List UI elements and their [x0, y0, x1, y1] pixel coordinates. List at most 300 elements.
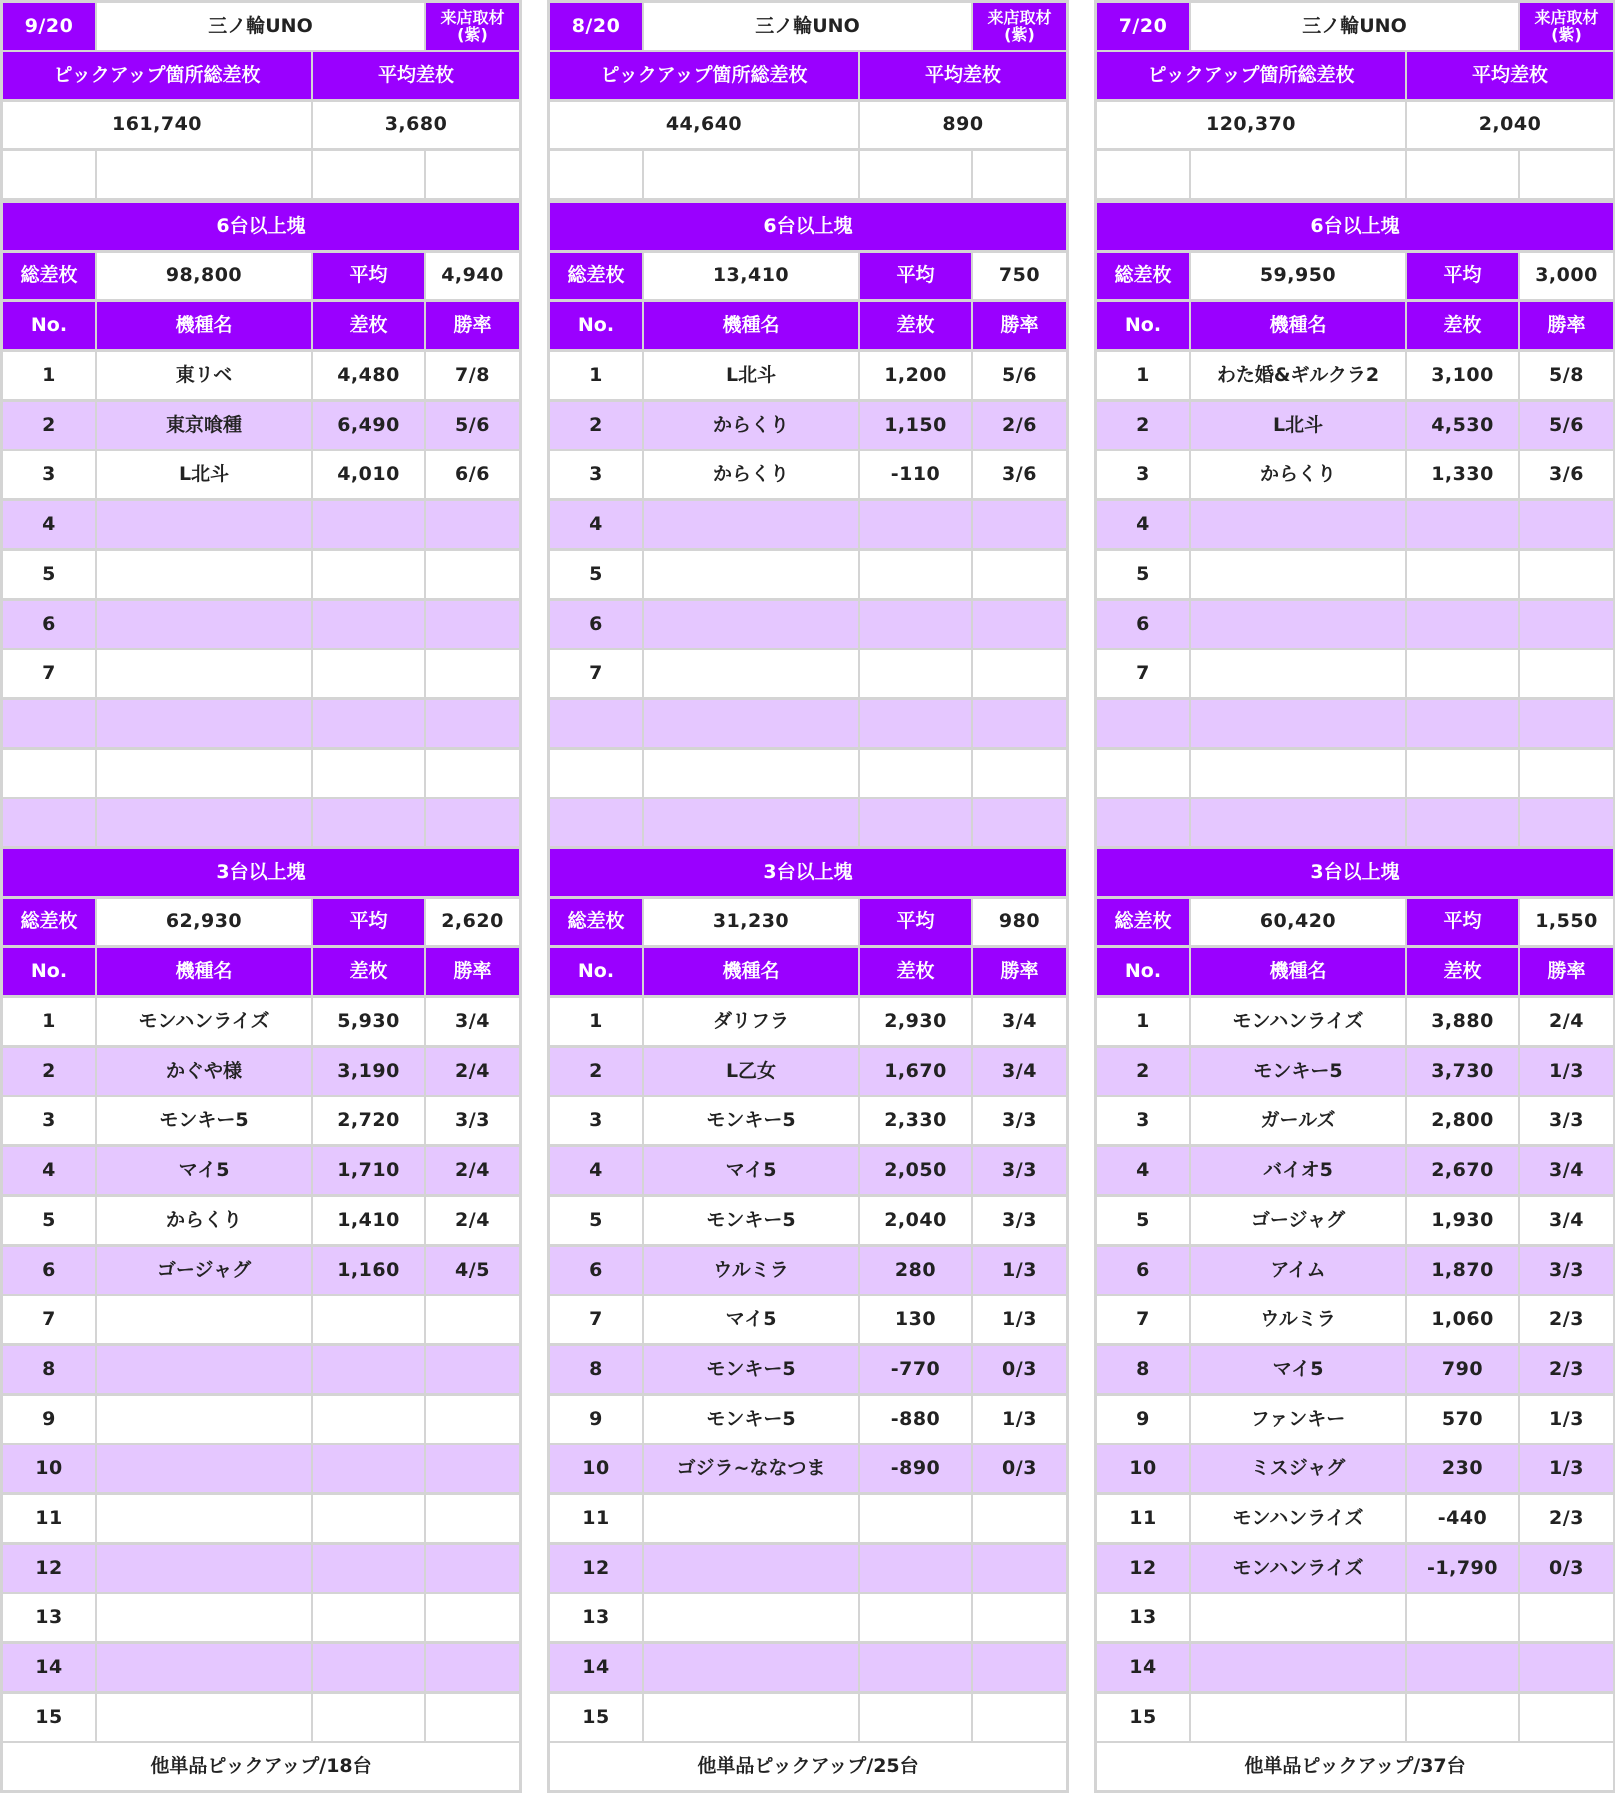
three-win-rate: 3/3 [1520, 1097, 1613, 1144]
six-machine-name: 東リベ [97, 352, 311, 399]
summary-label-average: 平均差枚 [860, 52, 1066, 99]
three-machine-name: ゴジラ~ななつま [644, 1445, 858, 1492]
six-avg-label: 平均 [313, 253, 424, 299]
six-diff-coins [313, 750, 424, 797]
panel-date: 9/20 [3, 3, 95, 50]
three-diff-coins [313, 1644, 424, 1691]
six-header-0: No. [550, 302, 642, 349]
blank-cell [3, 151, 95, 198]
three-header-0: No. [3, 948, 95, 995]
six-total-value: 13,410 [644, 253, 858, 299]
three-diff-coins [313, 1445, 424, 1492]
six-diff-coins [860, 799, 971, 846]
three-machine-name: ファンキー [1191, 1396, 1405, 1443]
six-header-0: No. [3, 302, 95, 349]
three-row-no: 1 [1097, 998, 1189, 1045]
store-name: 三ノ輪UNO [97, 3, 424, 50]
six-avg-value: 750 [973, 253, 1066, 299]
three-win-rate: 3/4 [426, 998, 519, 1045]
three-row-no: 3 [550, 1097, 642, 1144]
three-header-3: 勝率 [426, 948, 519, 995]
six-machine-name [1191, 501, 1405, 548]
three-machine-name: バイオ5 [1191, 1147, 1405, 1194]
six-win-rate [1520, 700, 1613, 747]
six-block-title: 6台以上塊 [3, 203, 519, 250]
six-header-1: 機種名 [1191, 302, 1405, 349]
three-diff-coins: 2,930 [860, 998, 971, 1045]
three-diff-coins [860, 1644, 971, 1691]
six-row-no: 2 [550, 402, 642, 449]
six-win-rate [426, 551, 519, 598]
three-machine-name [644, 1644, 858, 1691]
six-row-no: 4 [550, 501, 642, 548]
six-win-rate [973, 750, 1066, 797]
six-win-rate [426, 650, 519, 697]
three-diff-coins: 3,880 [1407, 998, 1518, 1045]
six-win-rate [973, 799, 1066, 846]
three-total-value: 31,230 [644, 899, 858, 945]
six-row-no: 6 [550, 601, 642, 648]
six-row-no: 3 [550, 451, 642, 498]
three-row-no: 1 [3, 998, 95, 1045]
summary-total-value: 120,370 [1097, 102, 1405, 148]
three-machine-name: かぐや様 [97, 1048, 311, 1095]
six-win-rate [973, 551, 1066, 598]
three-machine-name: モンハンライズ [1191, 1545, 1405, 1592]
three-diff-coins: 2,800 [1407, 1097, 1518, 1144]
three-machine-name [97, 1445, 311, 1492]
six-row-no: 4 [3, 501, 95, 548]
six-win-rate: 3/6 [1520, 451, 1613, 498]
six-diff-coins: 1,330 [1407, 451, 1518, 498]
six-machine-name [1191, 799, 1405, 846]
three-row-no: 13 [3, 1594, 95, 1641]
three-win-rate [426, 1644, 519, 1691]
three-machine-name: マイ5 [1191, 1346, 1405, 1393]
six-diff-coins: 4,530 [1407, 402, 1518, 449]
three-machine-name: ゴージャグ [1191, 1197, 1405, 1244]
three-total-label: 総差枚 [550, 899, 642, 945]
store-name: 三ノ輪UNO [644, 3, 971, 50]
three-row-no: 5 [1097, 1197, 1189, 1244]
six-header-1: 機種名 [97, 302, 311, 349]
six-machine-name [1191, 650, 1405, 697]
summary-average-value: 890 [860, 102, 1066, 148]
six-diff-coins [1407, 551, 1518, 598]
six-row-no [1097, 799, 1189, 846]
six-diff-coins: 4,480 [313, 352, 424, 399]
six-header-3: 勝率 [426, 302, 519, 349]
three-total-label: 総差枚 [1097, 899, 1189, 945]
six-win-rate: 5/6 [426, 402, 519, 449]
three-win-rate [973, 1644, 1066, 1691]
three-win-rate [973, 1594, 1066, 1641]
six-win-rate [1520, 501, 1613, 548]
six-machine-name: L北斗 [1191, 402, 1405, 449]
three-avg-label: 平均 [313, 899, 424, 945]
blank-cell [1520, 151, 1613, 198]
three-row-no: 11 [3, 1495, 95, 1542]
six-machine-name [97, 501, 311, 548]
three-avg-value: 980 [973, 899, 1066, 945]
three-win-rate [426, 1346, 519, 1393]
six-row-no: 7 [3, 650, 95, 697]
six-row-no: 5 [1097, 551, 1189, 598]
three-row-no: 9 [3, 1396, 95, 1443]
three-header-0: No. [1097, 948, 1189, 995]
three-win-rate: 3/4 [1520, 1147, 1613, 1194]
three-row-no: 6 [1097, 1247, 1189, 1294]
six-row-no: 1 [3, 352, 95, 399]
three-diff-coins [313, 1694, 424, 1741]
store-name: 三ノ輪UNO [1191, 3, 1518, 50]
three-diff-coins: 230 [1407, 1445, 1518, 1492]
six-diff-coins [313, 650, 424, 697]
three-machine-name: ウルミラ [1191, 1296, 1405, 1343]
three-diff-coins: 1,160 [313, 1247, 424, 1294]
three-win-rate: 1/3 [973, 1296, 1066, 1343]
three-row-no: 2 [1097, 1048, 1189, 1095]
three-machine-name: モンキー5 [1191, 1048, 1405, 1095]
six-header-2: 差枚 [313, 302, 424, 349]
panel-9-20 [0, 0, 522, 1793]
three-win-rate: 3/4 [973, 998, 1066, 1045]
three-machine-name [97, 1396, 311, 1443]
six-win-rate [1520, 750, 1613, 797]
three-row-no: 3 [3, 1097, 95, 1144]
three-machine-name: モンキー5 [644, 1346, 858, 1393]
six-row-no: 3 [1097, 451, 1189, 498]
summary-label-total: ピックアップ箇所総差枚 [1097, 52, 1405, 99]
three-block-title: 3台以上塊 [1097, 849, 1613, 896]
six-machine-name [644, 650, 858, 697]
six-machine-name [1191, 551, 1405, 598]
six-machine-name [644, 700, 858, 747]
six-diff-coins [1407, 799, 1518, 846]
six-avg-value: 4,940 [426, 253, 519, 299]
three-row-no: 2 [3, 1048, 95, 1095]
six-row-no: 5 [3, 551, 95, 598]
three-win-rate: 3/3 [973, 1197, 1066, 1244]
six-win-rate [426, 700, 519, 747]
six-diff-coins [1407, 750, 1518, 797]
three-row-no: 4 [1097, 1147, 1189, 1194]
three-diff-coins: -1,790 [1407, 1545, 1518, 1592]
six-header-3: 勝率 [973, 302, 1066, 349]
summary-label-average: 平均差枚 [313, 52, 519, 99]
three-row-no: 4 [3, 1147, 95, 1194]
three-row-no: 6 [550, 1247, 642, 1294]
six-diff-coins: 6,490 [313, 402, 424, 449]
three-avg-label: 平均 [1407, 899, 1518, 945]
three-header-1: 機種名 [97, 948, 311, 995]
three-diff-coins [313, 1346, 424, 1393]
six-diff-coins: 1,150 [860, 402, 971, 449]
footer-single-pickup: 他単品ピックアップ/25台 [550, 1743, 1066, 1790]
three-win-rate: 3/4 [973, 1048, 1066, 1095]
six-win-rate: 5/8 [1520, 352, 1613, 399]
three-row-no: 9 [550, 1396, 642, 1443]
six-row-no [550, 750, 642, 797]
three-diff-coins [860, 1694, 971, 1741]
six-win-rate [426, 750, 519, 797]
three-win-rate [973, 1545, 1066, 1592]
three-machine-name: モンキー5 [644, 1396, 858, 1443]
three-diff-coins: -890 [860, 1445, 971, 1492]
three-diff-coins [313, 1495, 424, 1542]
six-header-2: 差枚 [1407, 302, 1518, 349]
coverage-badge: 来店取材(紫) [1520, 3, 1613, 50]
six-header-0: No. [1097, 302, 1189, 349]
six-total-value: 59,950 [1191, 253, 1405, 299]
six-win-rate [426, 501, 519, 548]
three-diff-coins: 2,040 [860, 1197, 971, 1244]
three-row-no: 5 [3, 1197, 95, 1244]
three-win-rate: 1/3 [1520, 1396, 1613, 1443]
panel-gap [1069, 0, 1095, 1793]
six-win-rate [426, 601, 519, 648]
six-machine-name [97, 650, 311, 697]
blank-cell [1191, 151, 1405, 198]
six-total-label: 総差枚 [1097, 253, 1189, 299]
blank-cell [1407, 151, 1518, 198]
three-diff-coins: 1,410 [313, 1197, 424, 1244]
three-win-rate: 1/3 [973, 1396, 1066, 1443]
six-machine-name: L北斗 [97, 451, 311, 498]
three-diff-coins [1407, 1694, 1518, 1741]
three-row-no: 3 [1097, 1097, 1189, 1144]
six-diff-coins [860, 551, 971, 598]
three-win-rate [973, 1495, 1066, 1542]
three-win-rate: 3/3 [973, 1147, 1066, 1194]
six-total-value: 98,800 [97, 253, 311, 299]
summary-label-total: ピックアップ箇所総差枚 [550, 52, 858, 99]
three-win-rate: 2/3 [1520, 1495, 1613, 1542]
three-avg-value: 1,550 [1520, 899, 1613, 945]
panel-7-20 [1094, 0, 1615, 1793]
three-header-3: 勝率 [1520, 948, 1613, 995]
three-win-rate: 2/4 [426, 1048, 519, 1095]
three-machine-name [1191, 1594, 1405, 1641]
six-machine-name [97, 799, 311, 846]
six-header-1: 機種名 [644, 302, 858, 349]
six-win-rate [1520, 799, 1613, 846]
three-row-no: 12 [3, 1545, 95, 1592]
three-win-rate: 2/3 [1520, 1296, 1613, 1343]
six-diff-coins [313, 501, 424, 548]
three-diff-coins: 5,930 [313, 998, 424, 1045]
three-row-no: 8 [1097, 1346, 1189, 1393]
three-win-rate [426, 1396, 519, 1443]
three-diff-coins [860, 1495, 971, 1542]
three-machine-name [1191, 1694, 1405, 1741]
six-machine-name: からくり [644, 402, 858, 449]
six-block-title: 6台以上塊 [550, 203, 1066, 250]
three-row-no: 15 [550, 1694, 642, 1741]
three-row-no: 14 [550, 1644, 642, 1691]
three-win-rate [426, 1545, 519, 1592]
three-row-no: 7 [550, 1296, 642, 1343]
three-diff-coins: 130 [860, 1296, 971, 1343]
three-header-3: 勝率 [973, 948, 1066, 995]
three-win-rate: 2/4 [426, 1197, 519, 1244]
three-machine-name [644, 1495, 858, 1542]
six-win-rate: 3/6 [973, 451, 1066, 498]
six-row-no [3, 799, 95, 846]
three-row-no: 7 [1097, 1296, 1189, 1343]
three-header-2: 差枚 [1407, 948, 1518, 995]
three-diff-coins: 1,930 [1407, 1197, 1518, 1244]
coverage-badge: 来店取材(紫) [973, 3, 1066, 50]
six-machine-name [1191, 750, 1405, 797]
three-machine-name: からくり [97, 1197, 311, 1244]
three-block-title: 3台以上塊 [550, 849, 1066, 896]
blank-cell [550, 151, 642, 198]
three-diff-coins: 790 [1407, 1346, 1518, 1393]
three-row-no: 5 [550, 1197, 642, 1244]
three-diff-coins: 3,730 [1407, 1048, 1518, 1095]
three-win-rate [973, 1694, 1066, 1741]
six-avg-value: 3,000 [1520, 253, 1613, 299]
three-row-no: 13 [550, 1594, 642, 1641]
three-row-no: 9 [1097, 1396, 1189, 1443]
three-win-rate [426, 1296, 519, 1343]
six-diff-coins [313, 601, 424, 648]
summary-total-value: 161,740 [3, 102, 311, 148]
three-header-0: No. [550, 948, 642, 995]
six-row-no: 6 [1097, 601, 1189, 648]
three-win-rate [1520, 1694, 1613, 1741]
six-machine-name: 東京喰種 [97, 402, 311, 449]
three-diff-coins: 3,190 [313, 1048, 424, 1095]
six-machine-name [644, 750, 858, 797]
three-machine-name: ダリフラ [644, 998, 858, 1045]
six-row-no [550, 700, 642, 747]
three-machine-name [644, 1694, 858, 1741]
three-diff-coins: 2,670 [1407, 1147, 1518, 1194]
three-machine-name: モンハンライズ [1191, 1495, 1405, 1542]
three-diff-coins: 570 [1407, 1396, 1518, 1443]
three-win-rate: 1/3 [973, 1247, 1066, 1294]
blank-cell [97, 151, 311, 198]
three-row-no: 4 [550, 1147, 642, 1194]
six-row-no: 6 [3, 601, 95, 648]
three-win-rate: 1/3 [1520, 1445, 1613, 1492]
three-diff-coins [860, 1594, 971, 1641]
three-diff-coins [313, 1396, 424, 1443]
six-block-title: 6台以上塊 [1097, 203, 1613, 250]
three-win-rate: 2/3 [1520, 1346, 1613, 1393]
six-diff-coins [1407, 700, 1518, 747]
three-machine-name: マイ5 [97, 1147, 311, 1194]
three-total-label: 総差枚 [3, 899, 95, 945]
three-header-1: 機種名 [1191, 948, 1405, 995]
three-diff-coins: 1,710 [313, 1147, 424, 1194]
six-row-no: 7 [1097, 650, 1189, 697]
three-win-rate [426, 1495, 519, 1542]
three-diff-coins [1407, 1594, 1518, 1641]
three-row-no: 10 [550, 1445, 642, 1492]
three-row-no: 1 [550, 998, 642, 1045]
three-avg-value: 2,620 [426, 899, 519, 945]
six-diff-coins [1407, 601, 1518, 648]
three-diff-coins: 1,060 [1407, 1296, 1518, 1343]
three-diff-coins: -440 [1407, 1495, 1518, 1542]
six-win-rate [426, 799, 519, 846]
three-diff-coins [313, 1545, 424, 1592]
summary-label-average: 平均差枚 [1407, 52, 1613, 99]
three-diff-coins [313, 1594, 424, 1641]
six-avg-label: 平均 [1407, 253, 1518, 299]
six-machine-name [644, 501, 858, 548]
three-machine-name [644, 1594, 858, 1641]
six-diff-coins [860, 750, 971, 797]
six-machine-name [97, 601, 311, 648]
coverage-badge: 来店取材(紫) [426, 3, 519, 50]
summary-average-value: 2,040 [1407, 102, 1613, 148]
three-machine-name [97, 1594, 311, 1641]
three-machine-name: アイム [1191, 1247, 1405, 1294]
panel-date: 7/20 [1097, 3, 1189, 50]
three-win-rate: 3/4 [1520, 1197, 1613, 1244]
six-win-rate [1520, 650, 1613, 697]
three-diff-coins: 2,330 [860, 1097, 971, 1144]
six-avg-label: 平均 [860, 253, 971, 299]
six-diff-coins [860, 650, 971, 697]
three-machine-name: ミスジャグ [1191, 1445, 1405, 1492]
three-total-value: 60,420 [1191, 899, 1405, 945]
six-row-no [1097, 700, 1189, 747]
three-win-rate: 3/3 [1520, 1247, 1613, 1294]
three-row-no: 10 [3, 1445, 95, 1492]
three-machine-name: ゴージャグ [97, 1247, 311, 1294]
six-machine-name [97, 750, 311, 797]
six-win-rate [973, 700, 1066, 747]
three-diff-coins: -880 [860, 1396, 971, 1443]
six-win-rate [1520, 551, 1613, 598]
panel-date: 8/20 [550, 3, 642, 50]
three-diff-coins [860, 1545, 971, 1592]
three-row-no: 14 [1097, 1644, 1189, 1691]
six-machine-name: からくり [644, 451, 858, 498]
three-row-no: 14 [3, 1644, 95, 1691]
six-row-no [3, 750, 95, 797]
six-machine-name [644, 799, 858, 846]
three-win-rate: 0/3 [1520, 1545, 1613, 1592]
panel-8-20 [547, 0, 1069, 1793]
three-diff-coins: 2,050 [860, 1147, 971, 1194]
blank-cell [1097, 151, 1189, 198]
three-win-rate: 2/4 [426, 1147, 519, 1194]
six-win-rate: 5/6 [1520, 402, 1613, 449]
three-header-2: 差枚 [313, 948, 424, 995]
six-row-no: 5 [550, 551, 642, 598]
three-row-no: 15 [3, 1694, 95, 1741]
footer-single-pickup: 他単品ピックアップ/18台 [3, 1743, 519, 1790]
six-row-no: 2 [3, 402, 95, 449]
three-row-no: 7 [3, 1296, 95, 1343]
six-row-no: 1 [1097, 352, 1189, 399]
six-row-no [3, 700, 95, 747]
three-win-rate: 0/3 [973, 1346, 1066, 1393]
six-machine-name [644, 551, 858, 598]
three-machine-name: マイ5 [644, 1147, 858, 1194]
six-machine-name: からくり [1191, 451, 1405, 498]
three-row-no: 10 [1097, 1445, 1189, 1492]
three-machine-name [97, 1346, 311, 1393]
three-machine-name [97, 1495, 311, 1542]
six-win-rate: 6/6 [426, 451, 519, 498]
